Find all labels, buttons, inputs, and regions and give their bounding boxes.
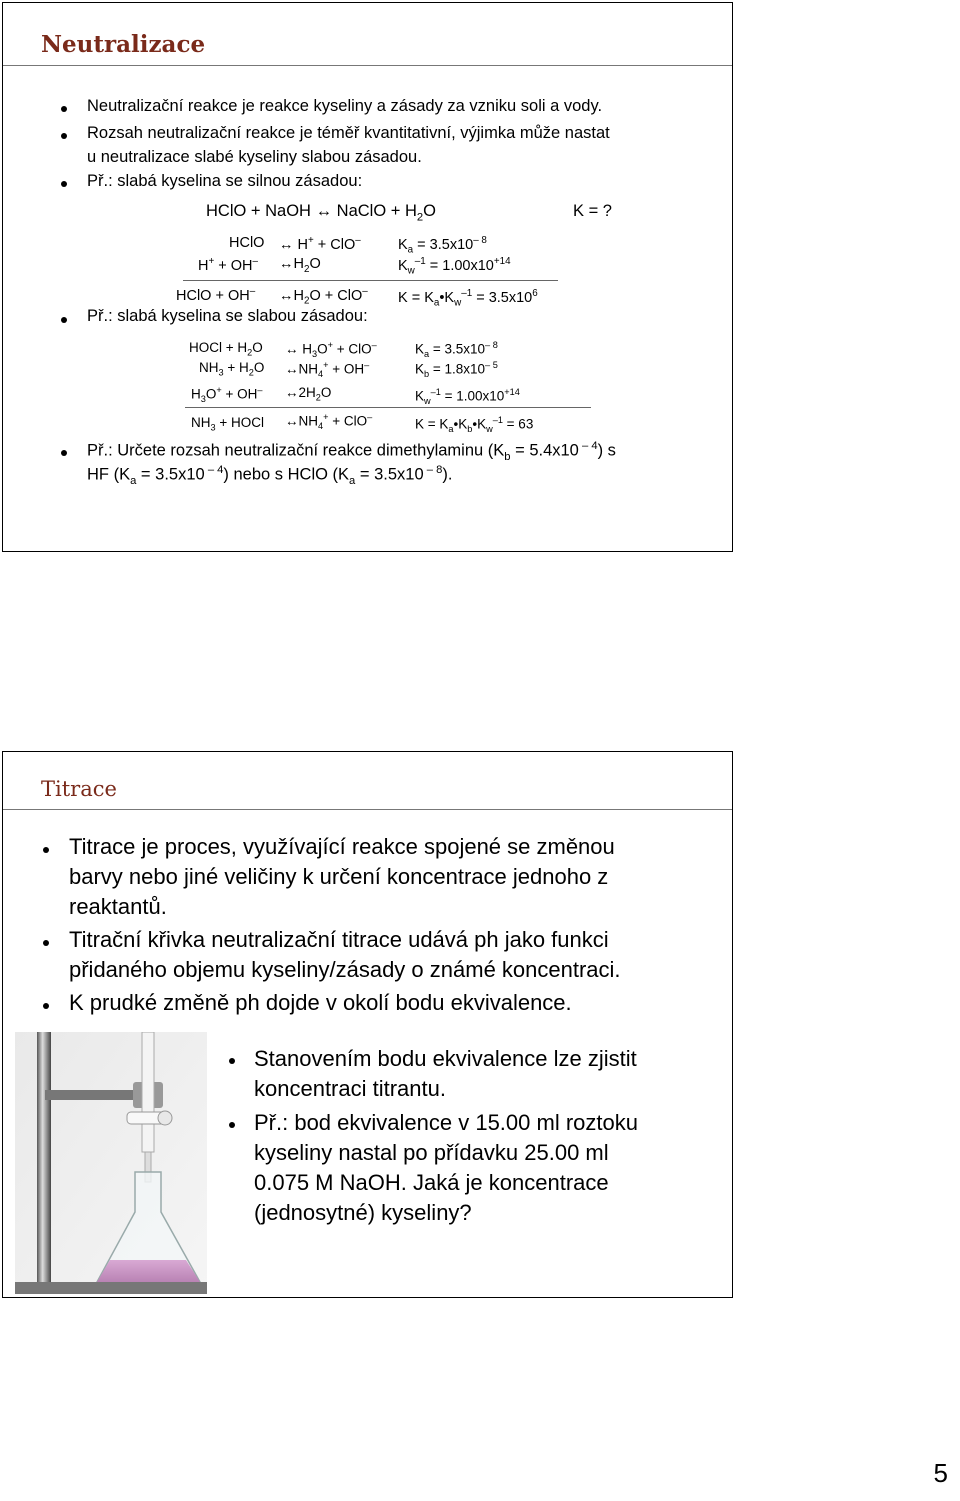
reaction-left: $NH_3$ + HOCl xyxy=(191,415,264,433)
titration-illustration xyxy=(15,1032,207,1294)
bullet-text: barvy nebo jiné veličiny k určení koncentrace jednoho z xyxy=(69,864,609,889)
bullet-text: Neutralizační reakce je reakce kyseliny a zásady za vzniku soli a vody. xyxy=(87,97,603,115)
bullet-text: Rozsah neutralizační reakce je téměř kvantitativní, výjimka může nastat xyxy=(87,124,610,142)
bullet-dot xyxy=(61,450,67,456)
k-question: K = ? xyxy=(573,202,612,220)
reaction-right: $\leftrightarrow NH_4^+ + OH^-$ xyxy=(285,360,370,380)
reaction-right: ↔ H+ + ClO– xyxy=(279,235,361,253)
bullet-dot xyxy=(61,317,67,323)
bullet-text: u neutralizace slabé kyseliny slabou zásadou. xyxy=(87,148,422,166)
slide-title: Neutralizace xyxy=(41,31,206,58)
bullet-dot xyxy=(43,1003,49,1009)
overall-constant: $K = K_a•K_b•K_w^{-1} = 63$ xyxy=(415,415,534,435)
overall-constant: $K = K_a•K_w^{-1} = 3.5x10^6$ xyxy=(398,288,538,309)
title-rule xyxy=(3,65,732,66)
bullet-text: K prudké změně ph dojde v okolí bodu ekvivalence. xyxy=(69,990,572,1015)
bullet-text: 0.075 M NaOH. Jaká je koncentrace xyxy=(254,1170,609,1195)
bullet-text: koncentraci titrantu. xyxy=(254,1076,446,1101)
sum-line xyxy=(183,280,558,281)
bullet-dot xyxy=(61,133,67,139)
equilibrium-constant: $K_a = 3.5x10^{- 8}$ xyxy=(415,340,498,360)
bullet-text: kyseliny nastal po přídavku 25.00 ml xyxy=(254,1140,609,1165)
bullet-dot xyxy=(61,181,67,187)
bullet-text: (jednosytné) kyseliny? xyxy=(254,1200,472,1225)
bullet-text: Př.: bod ekvivalence v 15.00 ml roztoku xyxy=(254,1110,638,1135)
equilibrium-constant: $K_a = 3.5x10^{- 8}$ xyxy=(398,235,487,256)
reaction-left: H+ + OH– xyxy=(198,256,258,274)
reaction-left: HClO + OH– xyxy=(176,286,256,304)
reaction-right: $\leftrightarrow NH_4^+ + ClO^-$ xyxy=(285,412,373,432)
bullet-text: Př.: slabá kyselina se slabou zásadou: xyxy=(87,307,368,325)
bullet-text: Titrace je proces, využívající reakce spojené se změnou xyxy=(69,834,615,859)
equilibrium-constant: $K_w^{-1} = 1.00x10^{+14}$ xyxy=(415,387,520,407)
reaction-left: $H_3O^+ + OH^-$ xyxy=(191,385,263,405)
sum-line xyxy=(185,407,591,408)
bullet-text: Př.: Určete rozsah neutralizační reakce dimethylaminu ($K_b = 5.4x10$ $^{- 4}$) s xyxy=(87,440,616,463)
slide-neutralizace xyxy=(2,2,733,552)
bullet-dot xyxy=(229,1058,235,1064)
equilibrium-constant: $K_b = 1.8x10^{- 5}$ xyxy=(415,360,498,380)
bullet-dot xyxy=(43,940,49,946)
reaction-left: HOCl + $H_2O$ xyxy=(189,340,263,358)
title-rule xyxy=(3,809,732,810)
bullet-text: reaktantů. xyxy=(69,894,167,919)
bullet-text: HF ($K_a = 3.5x10$ $^{- 4}$) nebo s HClO ($K_a = 3.5x10$ $^{- 8}$). xyxy=(87,464,453,487)
slide-titrace xyxy=(2,751,733,1298)
slide-title: Titrace xyxy=(41,777,117,801)
bullet-text: Př.: slabá kyselina se silnou zásadou: xyxy=(87,172,363,190)
reaction-right: ↔ $H_3O^+ + ClO^-$ xyxy=(285,340,377,360)
bullet-text: Stanovením bodu ekvivalence lze zjistit xyxy=(254,1046,637,1071)
equilibrium-constant: $K_w^{-1} = 1.00x10^{+14}$ xyxy=(398,256,511,277)
bullet-dot xyxy=(43,847,49,853)
bullet-text: Titrační křivka neutralizační titrace udává ph jako funkci xyxy=(69,927,609,952)
bullet-text: přidaného objemu kyseliny/zásady o známé koncentraci. xyxy=(69,957,621,982)
page-number: 5 xyxy=(933,1458,948,1488)
reaction-left: $NH_3 + H_2O$ xyxy=(199,360,265,378)
bullet-dot xyxy=(61,106,67,112)
titration-photo xyxy=(15,1032,207,1294)
bullet-dot xyxy=(229,1122,235,1128)
reaction-right: $\leftrightarrow H_2O + ClO^-$ xyxy=(279,286,368,307)
main-equation: HClO + NaOH ↔ NaClO + $H_2O$ xyxy=(206,202,436,224)
reaction-right: $\leftrightarrow H_2O$ xyxy=(279,256,321,275)
reaction-right: $\leftrightarrow 2H_2O$ xyxy=(285,385,332,403)
reaction-left: HClO xyxy=(229,235,265,251)
